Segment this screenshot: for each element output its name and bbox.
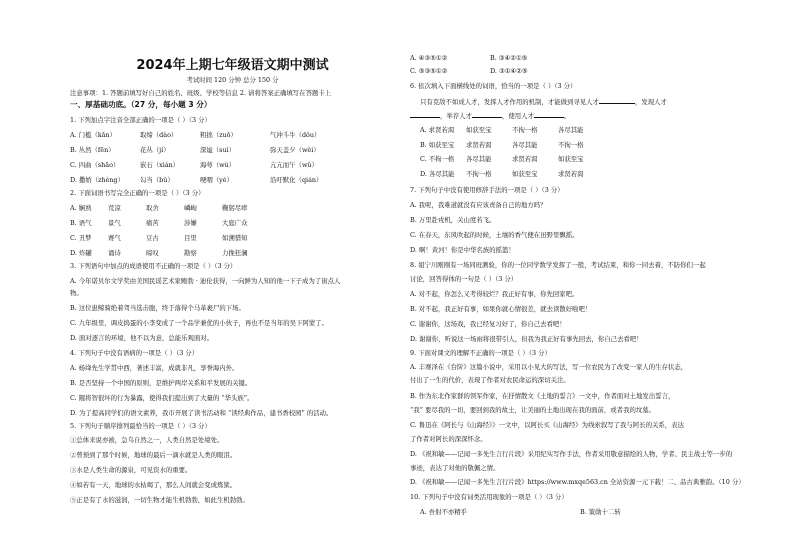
question-1-option-1-4: 气冲斗牛（dǒu） bbox=[270, 131, 321, 139]
question-2-option-4-3: 晾叹 bbox=[146, 249, 159, 257]
question-1-option-2-1: B. 丛然（fēn） bbox=[70, 146, 115, 154]
question-3: 3. 下列语句中加点的成语使用不正确的一项是（ ）（3 分） bbox=[70, 262, 237, 270]
question-8-option-a: A. 对不起，你怎么又考得较烂？我正好有事，你先回家吧。 bbox=[410, 290, 579, 298]
question-2-option-1-5: 鞠躬尽瘁 bbox=[222, 204, 248, 212]
question-9-option-d-cont: 事迹，表达了对他的敬佩之情。 bbox=[410, 464, 500, 472]
question-1: 1. 下列加点字注音全部正确的一项是（ ）（3 分） bbox=[70, 116, 211, 124]
question-9-option-b: B. 作为东北作家群的领军作家，在抒情散文《土地的誓言》一文中，作者面对土地发出誓言， bbox=[410, 392, 675, 400]
question-1-option-2-2: 花丛（jí） bbox=[140, 146, 170, 154]
question-9-option-d: D. 《祝和敏——记闻一多先生言行片段》采用纪实写作手法，作者采用敬意描绘的人物，学者、民主战士等一步的 bbox=[410, 450, 733, 458]
question-1-option-4-3: 哽咽（yè） bbox=[200, 176, 233, 184]
question-6-option-1-3: 不拘一格 bbox=[512, 126, 538, 134]
question-6-text-1: 只有克敌不如成人才，发挥人才作用的机制，才能做到寻见人才 bbox=[420, 98, 599, 106]
question-6-passage-line-2: ，举荐人才 ，使用人才 。 bbox=[410, 111, 570, 120]
question-8-option-b: B. 对不起，我正好有事，如果你就心情很差，就去读散好啦吧！ bbox=[410, 305, 592, 313]
question-3-option-d: D. 面对逐言的环境，他不以为意，总能乐观面对。 bbox=[70, 334, 214, 342]
question-9-option-c-cont: 了作者对阿长的深深怀念。 bbox=[410, 435, 487, 443]
watermark-and-section-2: D. 《祝和敏——记闻一多先生言行片段》https://www.mxqe563.cn 全站资源一元下载！二、品古典雅韵。（10 分） bbox=[410, 478, 745, 486]
question-4-option-b: B. 是否坚持一个中国的原则，是维护两岸关系和平发展的关键。 bbox=[70, 379, 252, 387]
question-2-option-3-1: C. 丑梦 bbox=[70, 234, 92, 242]
question-6-text-2b: ，使用人才 bbox=[501, 112, 534, 120]
question-1-option-4-2: 勾当（bǔ） bbox=[140, 176, 174, 184]
question-1-option-1-1: A. 门槛（kǎn） bbox=[70, 131, 117, 139]
question-2-option-4-4: 勘察 bbox=[184, 249, 197, 257]
question-1-option-1-3: 粗拙（zuō） bbox=[200, 131, 237, 139]
question-6-option-3-1: C. 不拘一格 bbox=[420, 155, 455, 163]
question-7-option-c: C. 在春天，东风吹起的时候，土壤的香气便在田野里飘摇。 bbox=[410, 231, 579, 239]
question-2-option-3-4: 目里 bbox=[184, 234, 197, 242]
question-9-option-a-cont: 付出了一生的代价，表现了作者对农民命运的深切关注。 bbox=[410, 376, 570, 384]
question-10: 10. 下列句子中没有词类活用现象的一项是（ ）（3 分） bbox=[410, 493, 568, 501]
question-1-option-2-4: 弥天盖夕（wěi） bbox=[270, 146, 320, 154]
question-4: 4. 下列句子中没有语病的一项是（ ）（3 分） bbox=[70, 349, 199, 357]
question-2: 2. 下面词语书写完全正确的一项是（ ）（3 分） bbox=[70, 189, 205, 197]
question-2-option-2-3: 痛苦 bbox=[146, 219, 159, 227]
exam-title: 2024年上期七年级语文期中测试 bbox=[136, 58, 329, 73]
question-6-option-2-2: 求贤若渴 bbox=[466, 140, 492, 149]
question-7-option-b: B. 万里赴戎机，关山度若飞。 bbox=[410, 216, 496, 224]
question-5-choice-c: C. ⑤③⑤①② bbox=[410, 67, 448, 75]
question-6-blank-2 bbox=[410, 111, 440, 118]
question-4-option-a: A. 杨绛先生学贯中西，著述丰富，成就非凡，享誉海内外。 bbox=[70, 364, 239, 372]
question-6-option-2-3: 各尽其能 bbox=[512, 140, 538, 149]
question-6-option-4-3: 如获至宝 bbox=[512, 169, 538, 178]
question-6-option-4-4: 求贤若渴 bbox=[558, 169, 584, 178]
question-8-option-c: C. 谢谢你，这场戏，我已经复习好了，你自己去看吧！ bbox=[410, 320, 566, 328]
question-2-option-1-1: A. 娴熟 bbox=[70, 204, 92, 212]
question-2-option-3-2: 赛气 bbox=[108, 234, 121, 242]
question-8-option-d: D. 谢谢你，听说这一场雨将很带引人，但我为我正好有事先回去，你自己去看吧！ bbox=[410, 335, 643, 343]
question-3-option-b: B. 这位患鲸骑绝着驾当选击胞，终于落得个马革裹尸的下场。 bbox=[70, 304, 245, 312]
question-1-option-4-4: 沿吁默化（qián） bbox=[270, 176, 323, 184]
question-5-sentence-3: ③水是人类生命的源泉，可见资水的重要。 bbox=[70, 466, 192, 474]
question-2-option-4-5: 力挽狂澜 bbox=[222, 249, 248, 257]
question-2-option-4-1: D. 炸罐 bbox=[70, 249, 92, 257]
question-2-option-2-2: 景气 bbox=[108, 219, 121, 227]
question-2-option-1-4: 嶙峋 bbox=[184, 204, 197, 212]
question-2-option-1-3: 取舍 bbox=[146, 204, 159, 212]
question-6-option-2-1: B. 如获至宝 bbox=[420, 140, 455, 149]
exam-subtitle: 考试时间 120 分钟 总分 150 分 bbox=[186, 76, 279, 84]
question-5-sentence-1: ①总体来说亦被，急乌自然之一，人类自然是处境处。 bbox=[70, 436, 224, 444]
question-2-option-3-3: 豆古 bbox=[146, 234, 159, 242]
question-6-text-2a: ，举荐人才 bbox=[440, 112, 472, 120]
question-6-option-3-2: 各尽其能 bbox=[466, 155, 492, 163]
question-6-blank-3 bbox=[472, 111, 502, 118]
question-6-option-2-4: 不拘一格 bbox=[558, 140, 584, 149]
question-1-option-1-2: 取缔（dào） bbox=[140, 131, 178, 139]
question-7-option-a: A. 我呢，我难道就没有应该责备自己的地方吗？ bbox=[410, 201, 547, 209]
question-2-option-2-1: B. 语气 bbox=[70, 219, 92, 227]
question-6-option-1-1: A. 求贤若渴 bbox=[420, 126, 455, 134]
question-9-option-c: C. 鲁迅在《阿长与《山海经》》一文中，以阿长买《山海经》为线索叙写了我与阿长的关系，表达 bbox=[410, 421, 684, 429]
question-3-option-a-cont: 物。 bbox=[70, 289, 83, 297]
section-1-heading: 一、厚基础功底。（27 分，每小题 3 分） bbox=[70, 100, 212, 109]
question-9-option-b-cont: “我” 要尽我的一切，要回到我的故土，让美丽的土地出现在我的面前，或者我的坟墓。 bbox=[410, 406, 656, 414]
question-10-choice-a: A. 吾射不亦精乎 bbox=[420, 508, 468, 516]
question-6-blank-4 bbox=[534, 111, 564, 118]
question-5-sentence-2: ②曾预到了那个时候，地球的最后一滴水就是人类的眼泪。 bbox=[70, 451, 237, 459]
question-6-option-3-4: 如获至宝 bbox=[558, 155, 584, 163]
question-4-option-c: C. 隰将智很坏的行为暴露，使得我们提出到了大量的 “华头族”。 bbox=[70, 394, 254, 402]
question-9: 9. 下面对课文的理解不正确的一项是（ ）（3 分） bbox=[410, 349, 551, 357]
question-5-sentence-5: ⑤正是有了水的滋润，一切生物才能生机勃勃，如此生机勃勃。 bbox=[70, 496, 249, 504]
question-6-option-4-1: D. 各尽其能 bbox=[420, 169, 455, 178]
question-7-option-d: D. 啊！黄河！你是中华名族的摇篮！ bbox=[410, 246, 515, 254]
question-5-choice-d: D. ③①④②⑤ bbox=[490, 67, 528, 75]
question-1-option-3-2: 嵌石（xián） bbox=[140, 161, 180, 169]
question-2-option-2-4: 涉嫌 bbox=[184, 219, 197, 227]
question-3-option-c: C. 九年级里，调皮捣蛋的小李变成了一个品学兼优的小伙子，再也不是当年的吴下阿蒙了。 bbox=[70, 319, 328, 327]
question-6-option-3-3: 求贤若渴 bbox=[512, 155, 538, 163]
question-6-passage-line-1 bbox=[420, 97, 667, 106]
question-6-text-1b: ，发现人才 bbox=[634, 98, 667, 106]
question-4-option-d: D. 为了提高同学们的语文素养，我市开展了读书活动和 “读经典作品，建书香校园” 的活动。 bbox=[70, 409, 333, 417]
question-10-choice-b: B. 策勋十二转 bbox=[580, 508, 621, 516]
question-5-choice-a: A. ④③⑤①② bbox=[410, 54, 448, 62]
question-1-option-2-3: 深谧（suì） bbox=[200, 146, 236, 154]
question-2-option-4-2: 诵诗 bbox=[108, 249, 121, 257]
question-6-option-1-2: 如获至宝 bbox=[466, 126, 492, 134]
question-7: 7. 下列句子中没有使用修辞手法的一项是（ ）（3 分） bbox=[410, 186, 564, 194]
question-1-option-4-1: D. 撒娇（zhèng） bbox=[70, 176, 124, 184]
question-1-option-3-1: C. 四曲（shāo） bbox=[70, 161, 120, 169]
question-9-option-a: A. 丰赛泽在《台阶》这篇小说中，采用以小见大的写法，写一位农民为了改变一家人的生存状态， bbox=[410, 363, 688, 371]
question-1-option-3-3: 海萼（wù） bbox=[200, 161, 236, 169]
question-3-option-a: A. 今年诺贝尔文学奖由美国民谣艺术家鲍勃 · 迪伦获得，一向鲜为人知的他一下子成为了街点人 bbox=[70, 277, 341, 285]
question-1-option-3-4: 亢亢而午（wǔ） bbox=[270, 161, 318, 169]
question-6-blank-1 bbox=[599, 97, 635, 104]
question-5-choice-b: B. ③④②①⑤ bbox=[490, 54, 528, 62]
question-6: 6. 依次填入下面横线处的词语，恰当的一项是（ ）（3 分） bbox=[410, 82, 577, 90]
question-2-option-1-2: 荒凉 bbox=[108, 204, 121, 212]
question-6-option-1-4: 各尽其能 bbox=[558, 126, 584, 134]
notice: 注意事项：1. 答题前填写好自己的姓名、班级、学校等信息 2. 请将答案正确填写在答题卡上 bbox=[70, 89, 332, 97]
question-2-option-2-5: 大庭广众 bbox=[222, 219, 248, 227]
question-5-sentence-4: ④如若有一天，地球的水枯竭了，那么人间就会变成炼狱。 bbox=[70, 481, 237, 489]
question-8: 8. 姐宁川刚刚有一场同班测验，你的一位同学数学发挥了一般，考试结束，和你一同去着，不防你们一起 bbox=[410, 261, 706, 269]
question-2-option-3-5: 如溯惜知 bbox=[222, 234, 248, 242]
question-6-option-4-2: 不拘一格 bbox=[466, 169, 492, 178]
question-8-cont: 讨论，回答得体的一句是（ ）（3 分） bbox=[410, 275, 518, 283]
question-5: 5. 下列句子顺序排列最恰当的一项是（ ）（3 分） bbox=[70, 422, 211, 430]
